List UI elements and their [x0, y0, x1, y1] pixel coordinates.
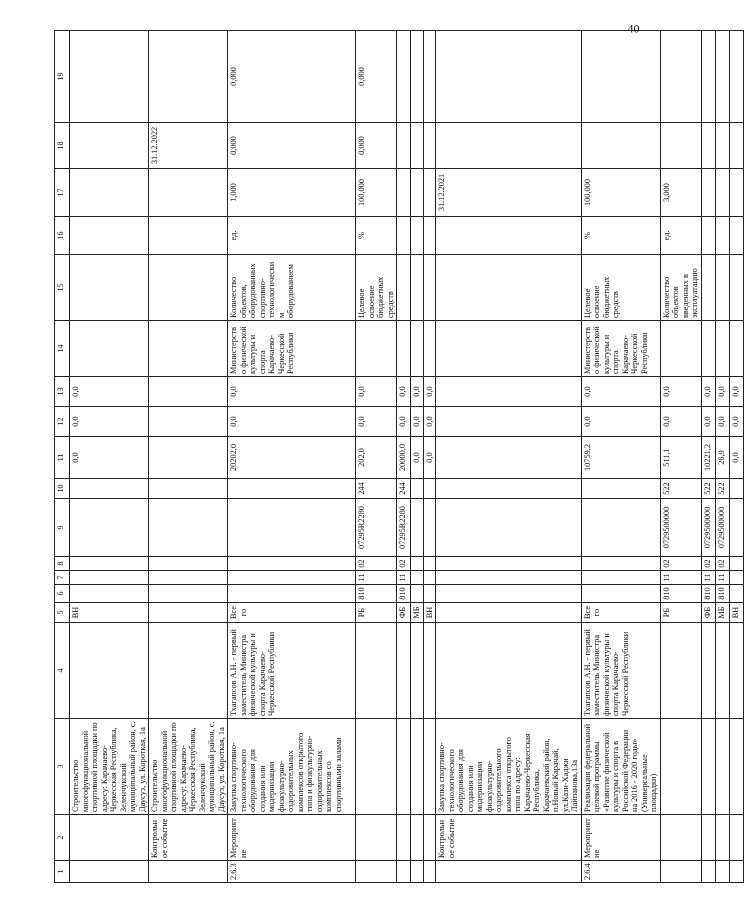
- table-cell: ВН: [423, 603, 436, 623]
- table-cell: %: [356, 217, 397, 255]
- table-cell: 0,0: [729, 377, 743, 407]
- column-number-cell: 13: [55, 377, 70, 407]
- table-row: [397, 31, 411, 883]
- table-cell: [356, 623, 397, 719]
- table-cell: [397, 255, 411, 321]
- table-cell: 0,0: [397, 377, 411, 407]
- table-cell: 31.12.2021: [436, 169, 582, 217]
- table-cell: [660, 861, 701, 883]
- table-row: [701, 31, 715, 883]
- table-cell: [436, 377, 582, 407]
- column-number-cell: 1: [55, 861, 70, 883]
- table-cell: 522: [660, 479, 701, 499]
- table-cell: ФБ: [397, 603, 411, 623]
- table-cell: [729, 255, 743, 321]
- table-cell: [411, 479, 424, 499]
- table-cell: 07295R2280: [356, 499, 397, 557]
- table-cell: 0729500000: [701, 499, 715, 557]
- table-cell: [423, 255, 436, 321]
- table-cell: ед.: [228, 217, 356, 255]
- table-cell: [149, 169, 228, 217]
- table-cell: [423, 815, 436, 861]
- column-number-cell: 19: [55, 31, 70, 123]
- table-cell: [228, 557, 356, 571]
- table-cell: 07295R2280: [397, 499, 411, 557]
- column-number-cell: 12: [55, 407, 70, 437]
- table-cell: 511,1: [660, 437, 701, 479]
- table-cell: МБ: [715, 603, 729, 623]
- table-cell: [397, 31, 411, 123]
- table-row: [581, 31, 660, 883]
- table-cell: 0,0: [660, 377, 701, 407]
- table-cell: [397, 169, 411, 217]
- table-cell: [715, 217, 729, 255]
- table-cell: 02: [701, 557, 715, 571]
- table-cell: [660, 123, 701, 169]
- table-cell: [436, 217, 582, 255]
- table-cell: [70, 585, 149, 603]
- table-cell: [660, 719, 701, 815]
- table-cell: [397, 321, 411, 377]
- table-cell: [397, 861, 411, 883]
- table-cell: [70, 217, 149, 255]
- column-number-cell: 15: [55, 255, 70, 321]
- table-cell: [149, 321, 228, 377]
- table-row: [149, 31, 228, 883]
- table-row: [660, 31, 701, 883]
- table-cell: 0,0: [228, 407, 356, 437]
- table-cell: [149, 437, 228, 479]
- table-cell: [436, 255, 582, 321]
- table-cell: [411, 169, 424, 217]
- table-cell: [411, 557, 424, 571]
- table-cell: 0,0: [411, 377, 424, 407]
- table-cell: [228, 499, 356, 557]
- table-cell: [70, 169, 149, 217]
- table-cell: Реализация федеральной целевой программы «Развитие физической культуры и спорта в Российской Федерации на 2016 - 2020 годы» (Универсальные площадки): [581, 719, 660, 815]
- table-cell: [436, 407, 582, 437]
- table-cell: Всего: [228, 603, 356, 623]
- table-cell: [149, 603, 228, 623]
- table-cell: [436, 603, 582, 623]
- table-cell: [715, 321, 729, 377]
- table-cell: [149, 557, 228, 571]
- table-cell: [660, 321, 701, 377]
- table-cell: [729, 557, 743, 571]
- table-cell: [729, 169, 743, 217]
- table-cell: [423, 321, 436, 377]
- table-cell: [436, 571, 582, 585]
- table-cell: [228, 585, 356, 603]
- table-cell: [411, 499, 424, 557]
- table-cell: ед.: [660, 217, 701, 255]
- table-cell: 11: [660, 571, 701, 585]
- table-cell: %: [581, 217, 660, 255]
- table-cell: [149, 585, 228, 603]
- table-row: [356, 31, 397, 883]
- table-cell: [436, 479, 582, 499]
- table-cell: 1,000: [228, 169, 356, 217]
- table-cell: 11: [356, 571, 397, 585]
- table-cell: [729, 571, 743, 585]
- table-cell: 0,0: [70, 377, 149, 407]
- table-cell: [411, 31, 424, 123]
- table-cell: [729, 623, 743, 719]
- table-cell: [411, 571, 424, 585]
- table-cell: [70, 31, 149, 123]
- table-cell: [70, 623, 149, 719]
- column-number-cell: 16: [55, 217, 70, 255]
- table-cell: [149, 499, 228, 557]
- table-cell: 0,0: [581, 377, 660, 407]
- table-row: [729, 31, 743, 883]
- table-cell: [701, 861, 715, 883]
- table-cell: 0,0: [70, 437, 149, 479]
- column-number-cell: 7: [55, 571, 70, 585]
- table-cell: Министерство физической культуры и спорта Карачаево-Черкесской Республики: [581, 321, 660, 377]
- table-cell: 02: [715, 557, 729, 571]
- table-cell: 26,9: [715, 437, 729, 479]
- table-row: [715, 31, 729, 883]
- table-cell: [149, 571, 228, 585]
- table-cell: 0,0: [423, 407, 436, 437]
- table-cell: [149, 623, 228, 719]
- table-cell: 0,0: [701, 407, 715, 437]
- table-cell: 0,0: [715, 407, 729, 437]
- column-number-cell: 5: [55, 603, 70, 623]
- table-cell: Закупка спортивно-технологического оборудования для создания или модернизации физкультурно-оздоровительного комплекса открытого типа по адресу: Карачаево-Черкесская Республика, Карачаевский район, п.Новый Карачай, ул.Кази-Хаджи Лайпанова,13а: [436, 719, 582, 815]
- table-cell: Контрольное событие: [149, 815, 228, 861]
- table-cell: 0,0: [581, 407, 660, 437]
- table-cell: Министерство физической культуры и спорта Карачаево-Черкесской Республики: [228, 321, 356, 377]
- table-cell: 0,0: [397, 407, 411, 437]
- table-cell: Количество объектов введенных в эксплуатацию: [660, 255, 701, 321]
- table-cell: 0,0: [423, 377, 436, 407]
- table-cell: [149, 377, 228, 407]
- table-cell: 0,0: [660, 407, 701, 437]
- table-cell: [411, 623, 424, 719]
- table-cell: [436, 437, 582, 479]
- table-cell: [660, 623, 701, 719]
- table-cell: [581, 499, 660, 557]
- column-number-cell: 6: [55, 585, 70, 603]
- table-cell: [70, 861, 149, 883]
- table-cell: [715, 31, 729, 123]
- table-cell: [715, 255, 729, 321]
- table-cell: [581, 557, 660, 571]
- table-cell: [701, 815, 715, 861]
- table-cell: 02: [660, 557, 701, 571]
- table-cell: 0,0: [70, 407, 149, 437]
- table-cell: Тхагапсов А.Н. - первый заместитель Министра физической культуры и спорта Карачаево-Черкесской Республики: [228, 623, 356, 719]
- table-cell: [423, 31, 436, 123]
- table-cell: [423, 571, 436, 585]
- table-cell: [423, 623, 436, 719]
- table-cell: [397, 719, 411, 815]
- table-cell: [423, 557, 436, 571]
- table-cell: [701, 255, 715, 321]
- table-cell: [581, 571, 660, 585]
- table-cell: [729, 479, 743, 499]
- table-cell: [423, 169, 436, 217]
- table-cell: [715, 169, 729, 217]
- table-cell: 11: [397, 571, 411, 585]
- column-number-cell: 18: [55, 123, 70, 169]
- table-cell: [423, 123, 436, 169]
- table-row: [228, 31, 356, 883]
- table-cell: [715, 623, 729, 719]
- table-cell: [715, 861, 729, 883]
- table-cell: [729, 585, 743, 603]
- table-cell: [397, 623, 411, 719]
- table-cell: [397, 123, 411, 169]
- table-cell: 810: [701, 585, 715, 603]
- table-cell: [729, 719, 743, 815]
- table-cell: [701, 321, 715, 377]
- table-cell: [729, 31, 743, 123]
- table-cell: [149, 255, 228, 321]
- table-cell: [701, 31, 715, 123]
- table-cell: [729, 815, 743, 861]
- table-cell: 100,000: [581, 169, 660, 217]
- table-cell: 522: [701, 479, 715, 499]
- table-cell: [411, 255, 424, 321]
- table-cell: МБ: [411, 603, 424, 623]
- table-cell: 31.12.2022: [149, 123, 228, 169]
- table-cell: [423, 499, 436, 557]
- column-number-cell: 4: [55, 623, 70, 719]
- table-cell: [70, 255, 149, 321]
- table-cell: 10759,2: [581, 437, 660, 479]
- table-cell: [701, 623, 715, 719]
- table-cell: [701, 719, 715, 815]
- table-cell: 244: [356, 479, 397, 499]
- table-cell: 202,0: [356, 437, 397, 479]
- table-cell: [715, 123, 729, 169]
- table-cell: 0,0: [411, 437, 424, 479]
- table-cell: 244: [397, 479, 411, 499]
- table-cell: [423, 479, 436, 499]
- table-cell: РБ: [356, 603, 397, 623]
- table-cell: [701, 123, 715, 169]
- table-cell: Строительство многофункциональной спортивной площадки по адресу: Карачаево-Черкесская Республика, Зеленчукский муниципальный район, с. Даусуз, ул. Короткая, 1а: [149, 719, 228, 815]
- table-cell: Мероприятие: [581, 815, 660, 861]
- table-cell: [356, 861, 397, 883]
- column-number-cell: 10: [55, 479, 70, 499]
- table-row: [423, 31, 436, 883]
- table-cell: [729, 123, 743, 169]
- table-cell: 0729500000: [715, 499, 729, 557]
- table-cell: Тхагапсов А.Н. - первый заместитель Министра физической культуры и спорта Карачаево-Черкесской Республики: [581, 623, 660, 719]
- table-cell: [729, 861, 743, 883]
- column-number-cell: 9: [55, 499, 70, 557]
- table-cell: [715, 719, 729, 815]
- table-cell: 0,0: [356, 377, 397, 407]
- table-cell: [149, 479, 228, 499]
- table-cell: Мероприятие: [228, 815, 356, 861]
- table-cell: [228, 571, 356, 585]
- table-cell: [356, 321, 397, 377]
- table-cell: [423, 861, 436, 883]
- table-cell: [423, 217, 436, 255]
- table-cell: 20202,0: [228, 437, 356, 479]
- table-cell: 0,000: [356, 31, 397, 123]
- table-cell: [70, 479, 149, 499]
- table-row: [411, 31, 424, 883]
- table-cell: [581, 585, 660, 603]
- table-cell: 3,000: [660, 169, 701, 217]
- table-cell: [411, 321, 424, 377]
- table-cell: [149, 217, 228, 255]
- column-number-cell: 14: [55, 321, 70, 377]
- table-cell: ВН: [70, 603, 149, 623]
- column-number-row: [55, 31, 70, 883]
- table-cell: 2.6.4: [581, 861, 660, 883]
- column-number-cell: 8: [55, 557, 70, 571]
- table-cell: 0,0: [701, 377, 715, 407]
- table-cell: [423, 585, 436, 603]
- table-cell: [356, 815, 397, 861]
- table-cell: [411, 861, 424, 883]
- table-cell: РБ: [660, 603, 701, 623]
- table-cell: [701, 169, 715, 217]
- table-cell: [149, 31, 228, 123]
- table-cell: [411, 123, 424, 169]
- page-number: 40: [627, 21, 640, 36]
- table-cell: [397, 815, 411, 861]
- table-cell: Всего: [581, 603, 660, 623]
- table-cell: 0,0: [423, 437, 436, 479]
- table-cell: Контрольное событие: [436, 815, 582, 861]
- table-cell: 20000,0: [397, 437, 411, 479]
- table-cell: [70, 571, 149, 585]
- table-cell: [701, 217, 715, 255]
- table-cell: [411, 815, 424, 861]
- table-cell: 0729500000: [660, 499, 701, 557]
- table-cell: [356, 719, 397, 815]
- table-cell: [70, 557, 149, 571]
- column-number-cell: 3: [55, 719, 70, 815]
- table-cell: [436, 321, 582, 377]
- table-cell: [70, 815, 149, 861]
- table-cell: [729, 499, 743, 557]
- table-cell: 02: [356, 557, 397, 571]
- table-cell: [70, 321, 149, 377]
- table-cell: Строительство многофункциональной спортивной площадки по адресу: Карачаево-Черкесская Республика, Зеленчукский муниципальный район, с. Даусуз, ул. Короткая, 1а: [70, 719, 149, 815]
- table-cell: Целевое освоение бюджетных средств: [356, 255, 397, 321]
- table-cell: [149, 861, 228, 883]
- table-row: [436, 31, 582, 883]
- table-cell: [660, 815, 701, 861]
- table-cell: 0,0: [411, 407, 424, 437]
- table-cell: [581, 479, 660, 499]
- table-cell: 0,0: [729, 437, 743, 479]
- table-cell: 810: [715, 585, 729, 603]
- table-cell: 522: [715, 479, 729, 499]
- table-cell: 810: [356, 585, 397, 603]
- column-number-cell: 17: [55, 169, 70, 217]
- table-cell: [729, 217, 743, 255]
- table-cell: 100,000: [356, 169, 397, 217]
- table-cell: [397, 217, 411, 255]
- table-cell: 11: [715, 571, 729, 585]
- table-cell: [581, 31, 660, 123]
- table-cell: 0,0: [715, 377, 729, 407]
- table-cell: 0,000: [356, 123, 397, 169]
- table-cell: 0,000: [228, 31, 356, 123]
- table-cell: 2.6.3: [228, 861, 356, 883]
- table-cell: [436, 557, 582, 571]
- table-cell: 810: [660, 585, 701, 603]
- table-cell: 10221,2: [701, 437, 715, 479]
- table-cell: 810: [397, 585, 411, 603]
- table-cell: [436, 585, 582, 603]
- table-cell: 0,0: [228, 377, 356, 407]
- table-cell: ВН: [729, 603, 743, 623]
- table-cell: 0,0: [729, 407, 743, 437]
- table-cell: [411, 719, 424, 815]
- table-cell: [70, 499, 149, 557]
- table-cell: 0,000: [228, 123, 356, 169]
- table-cell: [436, 623, 582, 719]
- table-cell: [729, 321, 743, 377]
- table-cell: Целевое освоение бюджетных средств: [581, 255, 660, 321]
- table-row: [70, 31, 149, 883]
- table-cell: [228, 479, 356, 499]
- table-cell: [436, 31, 582, 123]
- table-cell: [70, 123, 149, 169]
- table-cell: 11: [701, 571, 715, 585]
- table-cell: [581, 123, 660, 169]
- table-cell: [436, 499, 582, 557]
- table-cell: Количество объектов, оборудованных спортивно-технологическим оборудованием: [228, 255, 356, 321]
- column-number-cell: 11: [55, 437, 70, 479]
- table-cell: [411, 217, 424, 255]
- table-cell: [715, 815, 729, 861]
- table-cell: [423, 719, 436, 815]
- table-cell: [436, 861, 582, 883]
- table-cell: ФБ: [701, 603, 715, 623]
- table-cell: [660, 31, 701, 123]
- table-cell: [411, 585, 424, 603]
- table-cell: [436, 123, 582, 169]
- table-cell: 0,0: [356, 407, 397, 437]
- table-cell: [149, 407, 228, 437]
- column-number-cell: 2: [55, 815, 70, 861]
- table-cell: 02: [397, 557, 411, 571]
- table-cell: Закупка спортивно-технологического оборудования для создания или модернизации физкультурно-оздоровительных комплексов открытого типа и физкультурно-оздоровительных комплексов со спортивными залами: [228, 719, 356, 815]
- program-table: [54, 30, 744, 883]
